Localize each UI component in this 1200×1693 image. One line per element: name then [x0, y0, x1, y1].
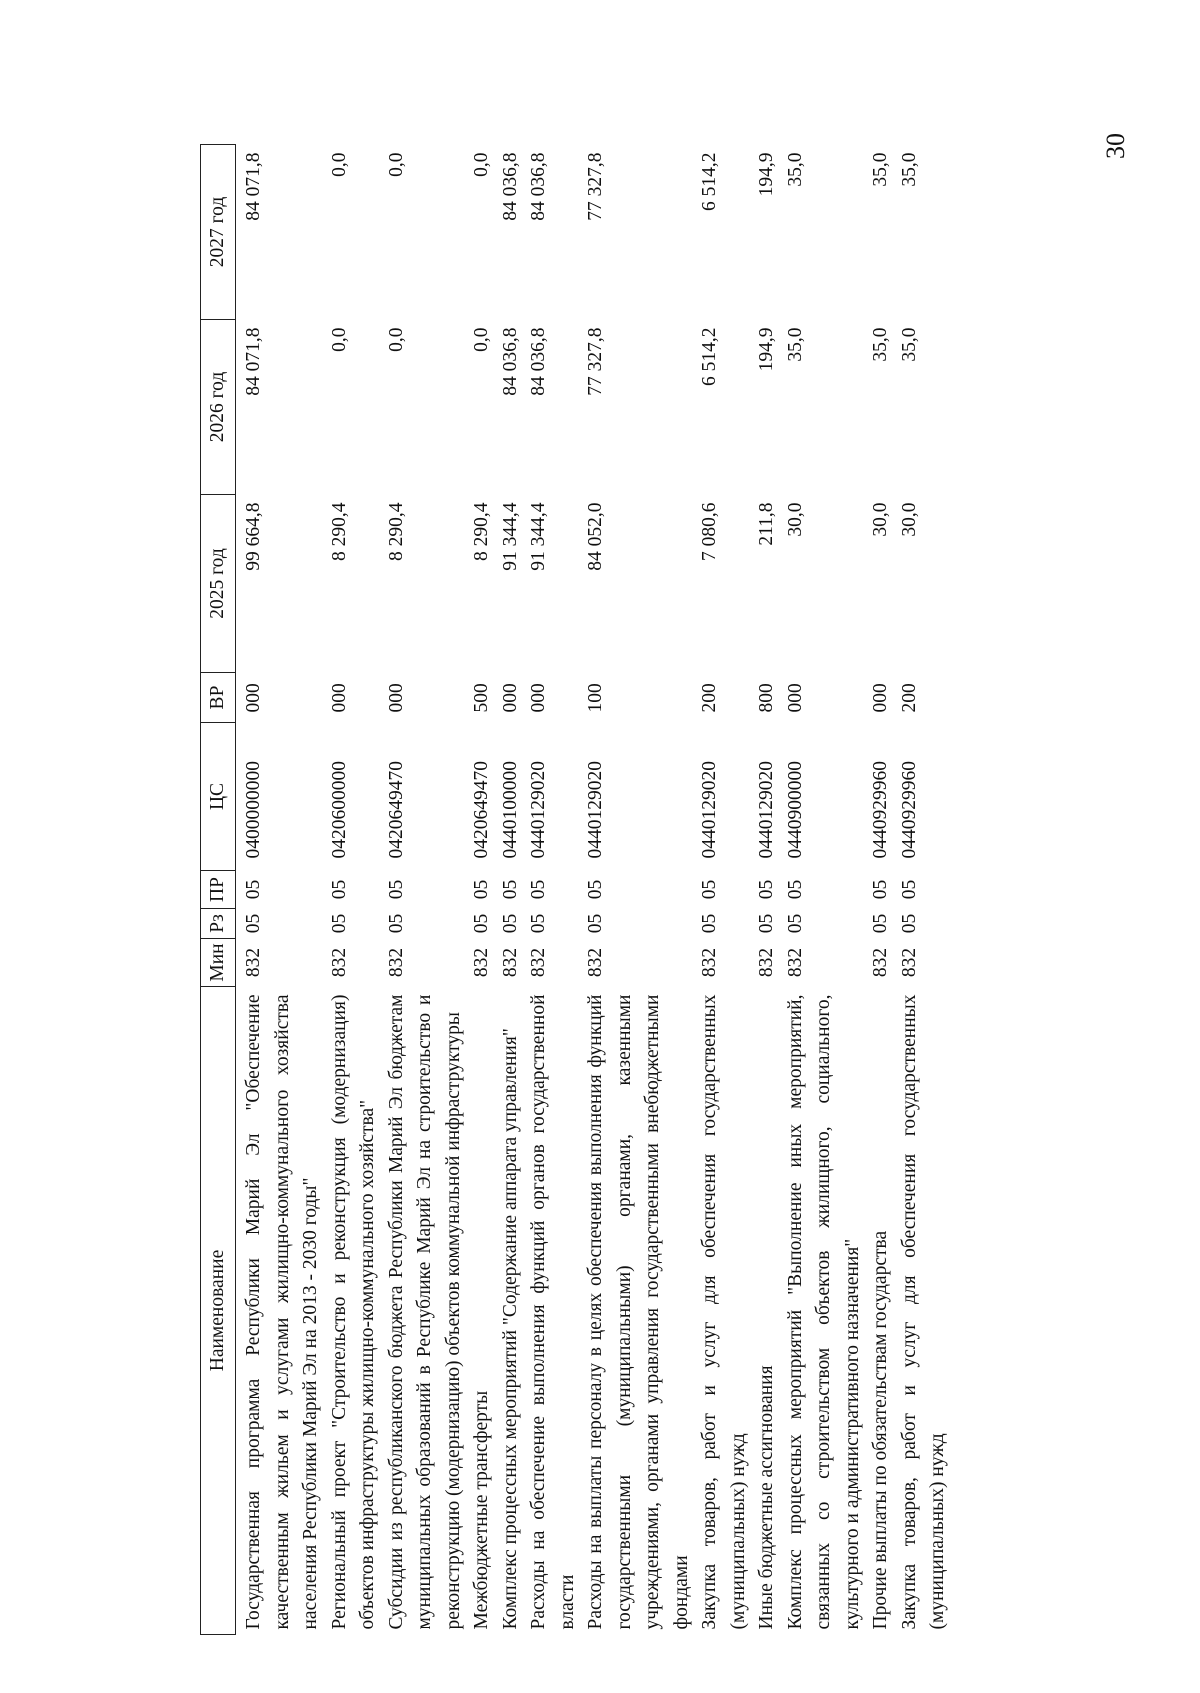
table-row — [383, 145, 469, 1635]
header-rz: Рз — [201, 909, 236, 939]
table-row — [525, 145, 582, 1635]
budget-table — [200, 144, 957, 1635]
row-rz: 05 — [699, 913, 720, 934]
header-name: Наименование — [201, 987, 236, 1635]
row-pr: 05 — [471, 879, 492, 900]
row-rz: 05 — [585, 913, 606, 934]
header-2026: 2026 год — [201, 320, 236, 495]
row-vr: 000 — [784, 683, 806, 713]
row-rz: 05 — [756, 913, 777, 934]
row-2027: 84 071,8 — [243, 152, 264, 221]
row-2027: 0,0 — [385, 152, 407, 177]
rotated-page-content — [200, 145, 957, 1635]
row-cs: 0440129020 — [756, 761, 777, 859]
row-name: Иные бюджетные ассигнования — [756, 1365, 777, 1630]
row-2027: 0,0 — [471, 152, 492, 177]
row-2025: 8 290,4 — [471, 502, 492, 561]
row-min: 832 — [870, 947, 891, 978]
row-2025: 99 664,8 — [243, 502, 264, 571]
row-vr: 000 — [385, 683, 407, 713]
row-cs: 0440100000 — [499, 761, 521, 859]
row-2027: 84 036,8 — [499, 152, 521, 221]
row-pr: 05 — [585, 879, 606, 900]
row-name: Государственная программа Республики Марий Эл "Обеспечение качественным жильем и услугами жилищно-коммунального хозяйства населения Республики Марий Эл на 2013 - 2030 годы" — [243, 994, 321, 1630]
header-2027: 2027 год — [201, 145, 236, 320]
table-row — [468, 145, 497, 1635]
row-rz: 05 — [243, 913, 264, 934]
row-rz: 05 — [471, 913, 492, 934]
header-vr: ВР — [201, 673, 236, 723]
row-2027: 6 514,2 — [699, 152, 720, 211]
row-vr: 500 — [471, 683, 492, 713]
row-cs: 0440129020 — [528, 761, 549, 859]
row-rz: 05 — [784, 913, 806, 934]
row-rz: 05 — [499, 913, 521, 934]
row-name: Закупка товаров, работ и услуг для обеспечения государственных (муниципальных) нужд — [699, 994, 749, 1630]
row-vr: 000 — [328, 683, 350, 713]
row-2025: 30,0 — [870, 502, 891, 537]
row-vr: 000 — [499, 683, 521, 713]
row-2027: 35,0 — [898, 152, 920, 187]
row-pr: 05 — [898, 879, 920, 900]
row-min: 832 — [756, 947, 777, 978]
row-min: 832 — [471, 947, 492, 978]
row-pr: 05 — [328, 879, 350, 900]
row-cs: 0440129020 — [585, 761, 606, 859]
row-cs: 0400000000 — [243, 761, 264, 859]
row-vr: 000 — [243, 683, 264, 713]
row-min: 832 — [528, 947, 549, 978]
row-2025: 84 052,0 — [585, 502, 606, 571]
row-vr: 000 — [528, 683, 549, 713]
row-rz: 05 — [898, 913, 920, 934]
row-min: 832 — [898, 947, 920, 978]
row-pr: 05 — [243, 879, 264, 900]
table-row — [582, 145, 696, 1635]
row-2025: 8 290,4 — [328, 502, 350, 561]
row-2025: 8 290,4 — [385, 502, 407, 561]
row-min: 832 — [328, 947, 350, 978]
row-name: Закупка товаров, работ и услуг для обеспечения государственных (муниципальных) нужд — [898, 994, 948, 1630]
row-name: Прочие выплаты по обязательствам государства — [870, 1230, 891, 1630]
table-row — [896, 145, 957, 1635]
header-min: Мин — [201, 939, 236, 987]
row-min: 832 — [784, 947, 806, 978]
row-pr: 05 — [385, 879, 407, 900]
row-cs: 0420649470 — [385, 761, 407, 859]
row-2026: 0,0 — [385, 327, 407, 352]
header-cs: ЦС — [201, 723, 236, 871]
row-2027: 84 036,8 — [528, 152, 549, 221]
row-min: 832 — [699, 947, 720, 978]
row-name: Региональный проект "Строительство и реконструкция (модернизация) объектов инфраструктуры жилищно-коммунального хозяйства" — [328, 994, 378, 1630]
row-2026: 35,0 — [898, 327, 920, 362]
row-pr: 05 — [528, 879, 549, 900]
row-rz: 05 — [385, 913, 407, 934]
row-min: 832 — [243, 947, 264, 978]
row-2027: 0,0 — [328, 152, 350, 177]
row-cs: 0440929960 — [870, 761, 891, 859]
table-header — [201, 145, 236, 1635]
row-name: Межбюджетные трансферты — [471, 1390, 492, 1630]
row-name: Расходы на выплаты персоналу в целях обеспечения выполнения функций государственными (муниципальными) органами, казенными учреждениями, органами управления государственными внебюджетными фондами — [585, 994, 692, 1630]
table-row — [497, 145, 526, 1635]
row-pr: 05 — [756, 879, 777, 900]
row-2026: 35,0 — [870, 327, 891, 362]
row-vr: 000 — [870, 683, 891, 713]
row-name: Субсидии из республиканского бюджета Республики Марий Эл бюджетам муниципальных образований в Республике Марий Эл на строительство и реконструкцию (модернизацию) объектов коммунальной инфраструктуры — [385, 994, 464, 1630]
row-vr: 800 — [756, 683, 777, 713]
row-2025: 91 344,4 — [499, 502, 521, 571]
row-min: 832 — [385, 947, 407, 978]
header-pr: ПР — [201, 871, 236, 909]
row-2026: 77 327,8 — [585, 327, 606, 396]
row-name: Расходы на обеспечение выполнения функций органов государственной власти — [528, 994, 578, 1630]
row-2027: 35,0 — [784, 152, 806, 187]
row-2026: 194,9 — [756, 327, 777, 372]
table-row — [782, 145, 868, 1635]
table-body — [236, 145, 957, 1635]
table-row — [240, 145, 326, 1635]
row-2025: 91 344,4 — [528, 502, 549, 571]
row-cs: 0440129020 — [699, 761, 720, 859]
row-rz: 05 — [528, 913, 549, 934]
table-row — [696, 145, 753, 1635]
row-2026: 84 036,8 — [499, 327, 521, 396]
row-vr: 200 — [898, 683, 920, 713]
row-2025: 211,8 — [756, 502, 777, 546]
row-pr: 05 — [784, 879, 806, 900]
table-row — [753, 145, 782, 1635]
row-cs: 0420600000 — [328, 761, 350, 859]
row-2025: 30,0 — [784, 502, 806, 537]
row-rz: 05 — [328, 913, 350, 934]
header-2025: 2025 год — [201, 495, 236, 673]
row-pr: 05 — [699, 879, 720, 900]
row-2025: 30,0 — [898, 502, 920, 537]
row-2027: 77 327,8 — [585, 152, 606, 221]
row-2025: 7 080,6 — [699, 502, 720, 561]
row-2026: 35,0 — [784, 327, 806, 362]
row-vr: 200 — [699, 683, 720, 713]
row-name: Комплекс процессных мероприятий "Выполнение иных мероприятий, связанных со строительством объектов жилищного, социального, культурного и административного назначения" — [784, 994, 863, 1630]
row-vr: 100 — [585, 683, 606, 713]
table-row — [326, 145, 383, 1635]
row-2027: 194,9 — [756, 152, 777, 197]
row-cs: 0440900000 — [784, 761, 806, 859]
table-row — [867, 145, 896, 1635]
row-2026: 0,0 — [328, 327, 350, 352]
row-cs: 0440929960 — [898, 761, 920, 859]
row-min: 832 — [585, 947, 606, 978]
row-2027: 35,0 — [870, 152, 891, 187]
row-pr: 05 — [870, 879, 891, 900]
row-name: Комплекс процессных мероприятий "Содержание аппарата управления" — [499, 1028, 521, 1630]
row-2026: 6 514,2 — [699, 327, 720, 386]
page-number: 30 — [1101, 133, 1130, 159]
row-2026: 84 071,8 — [243, 327, 264, 396]
row-pr: 05 — [499, 879, 521, 900]
row-rz: 05 — [870, 913, 891, 934]
row-2026: 0,0 — [471, 327, 492, 352]
row-2026: 84 036,8 — [528, 327, 549, 396]
row-cs: 0420649470 — [471, 761, 492, 859]
row-min: 832 — [499, 947, 521, 978]
